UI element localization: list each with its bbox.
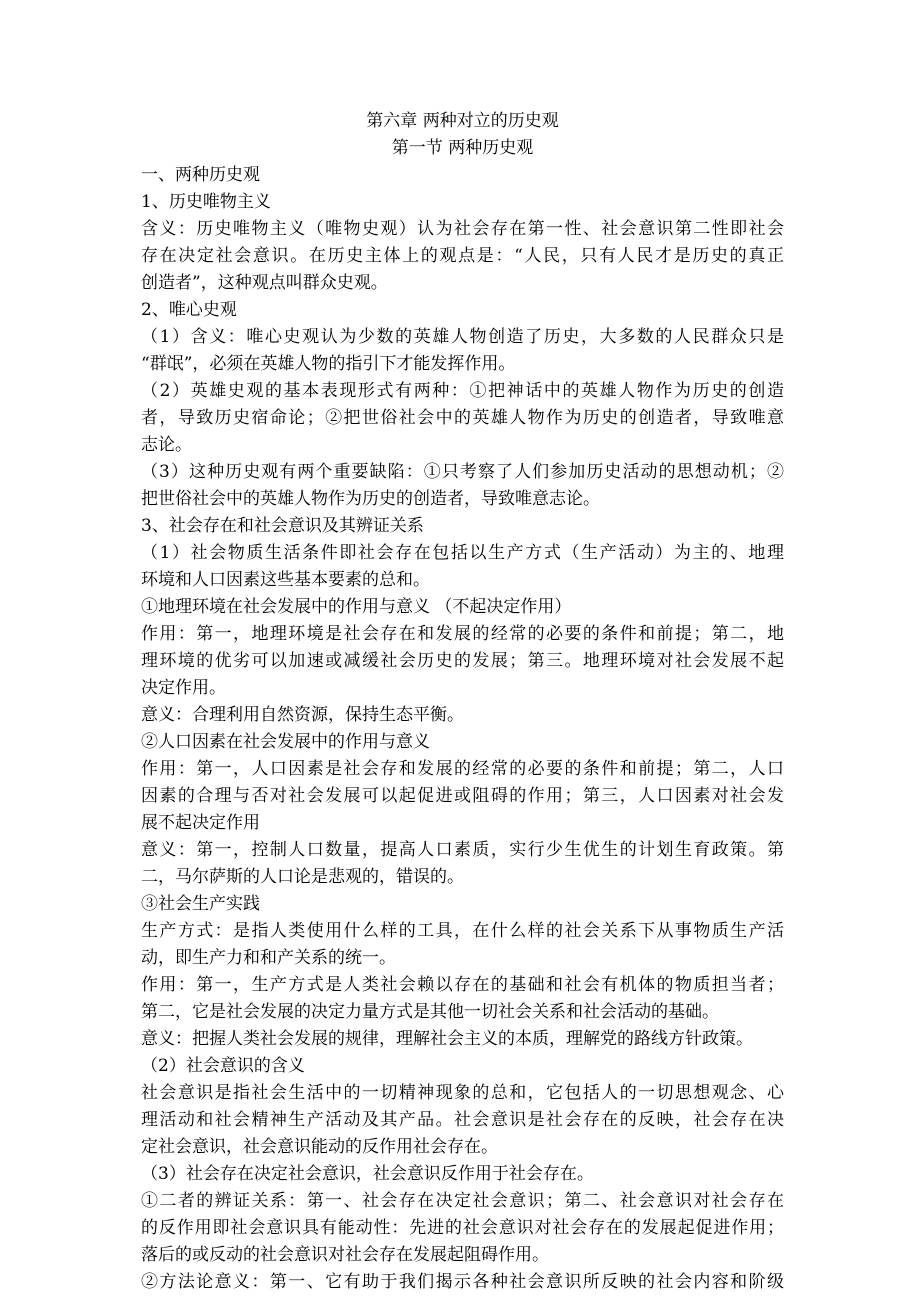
paragraph-line: 志论。 [141,435,192,455]
paragraph-line: 生产方式：是指人类使用什么样的工具，在什么样的社会关系下从事物质生产活 [141,921,784,941]
paragraph-line: 落后的或反动的社会意识对社会存在发展起阻碍作用。 [141,1245,549,1265]
paragraph-line: 二，马尔萨斯的人口论是悲观的，错误的。 [141,867,464,887]
subheading-geography: ①地理环境在社会发展中的作用与意义 （不起决定作用） [141,597,572,617]
heading-historical-materialism: 1、历史唯物主义 [141,192,271,212]
paragraph-line: ②方法论意义：第一、它有助于我们揭示各种社会意识所反映的社会内容和阶级 [141,1272,784,1292]
heading-idealist-view: 2、唯心史观 [141,300,237,320]
paragraph-line: 意义：合理利用自然资源，保持生态平衡。 [141,705,464,725]
subheading-population: ②人口因素在社会发展中的作用与意义 [141,732,430,752]
paragraph-line: （1）社会物质生活条件即社会存在包括以生产方式（生产活动）为主的、地理 [141,543,784,563]
paragraph-line: （1）含义：唯心史观认为少数的英雄人物创造了历史，大多数的人民群众只是 [141,327,784,347]
paragraph-line: 展不起决定作用 [141,813,260,833]
paragraph-line: 意义：把握人类社会发展的规律，理解社会主义的本质，理解党的路线方针政策。 [141,1029,753,1049]
paragraph-line: （2）英雄史观的基本表现形式有两种：①把神话中的英雄人物作为历史的创造 [141,381,784,401]
paragraph-line: 作用：第一，生产方式是人类社会赖以存在的基础和社会有机体的物质担当者； [141,975,784,995]
subheading-production-practice: ③社会生产实践 [141,894,260,914]
paragraph-line: 社会意识是指社会生活中的一切精神现象的总和，它包括人的一切思想观念、心 [141,1083,784,1103]
paragraph-line: 把世俗社会中的英雄人物作为历史的创造者，导致唯意志论。 [141,489,600,509]
paragraph-line: 定社会意识，社会意识能动的反作用社会存在。 [141,1137,498,1157]
paragraph-line: 理活动和社会精神生产活动及其产品。社会意识是社会存在的反映，社会存在决 [141,1110,784,1130]
paragraph-line: 存在决定社会意识。在历史主体上的观点是：“人民，只有人民才是历史的真正 [141,246,784,266]
heading-social-being-consciousness: 3、社会存在和社会意识及其辨证关系 [141,516,424,536]
paragraph-line: 因素的合理与否对社会发展可以起促进或阻碍的作用；第三，人口因素对社会发 [141,786,784,806]
paragraph-line: 含义：历史唯物主义（唯物史观）认为社会存在第一性、社会意识第二性即社会 [141,219,784,239]
paragraph-line: 理环境的优劣可以加速或减缓社会历史的发展；第三。地理环境对社会发展不起 [141,651,784,671]
chapter-title: 第六章 两种对立的历史观 [366,111,559,131]
section-title: 第一节 两种历史观 [391,138,534,158]
paragraph-line: （3）这种历史观有两个重要缺陷：①只考察了人们参加历史活动的思想动机；② [141,462,784,482]
paragraph-line: 环境和人口因素这些基本要素的总和。 [141,570,430,590]
subheading-determination: （3）社会存在决定社会意识，社会意识反作用于社会存在。 [141,1164,594,1184]
paragraph-line: 动，即生产力和和产关系的统一。 [141,948,396,968]
paragraph-line: 意义：第一，控制人口数量，提高人口素质，实行少生优生的计划生育政策。第 [141,840,784,860]
paragraph-line: ①二者的辨证关系：第一、社会存在决定社会意识；第二、社会意识对社会存在 [141,1191,784,1211]
paragraph-line: 创造者”，这种观点叫群众史观。 [141,273,388,293]
heading-two-views: 一、两种历史观 [141,165,260,185]
paragraph-line: 的反作用即社会意识具有能动性：先进的社会意识对社会存在的发展起促进作用； [141,1218,784,1238]
subheading-social-consciousness: （2）社会意识的含义 [141,1056,305,1076]
paragraph-line: 第二，它是社会发展的决定力量方式是其他一切社会关系和社会活动的基础。 [141,1002,719,1022]
paragraph-line: “群氓”，必须在英雄人物的指引下才能发挥作用。 [141,354,516,374]
paragraph-line: 作用：第一，地理环境是社会存在和发展的经常的必要的条件和前提；第二，地 [141,624,784,644]
paragraph-line: 决定作用。 [141,678,226,698]
document-page [141,108,784,1296]
paragraph-line: 者，导致历史宿命论；②把世俗社会中的英雄人物作为历史的创造者，导致唯意 [141,408,784,428]
paragraph-line: 作用：第一，人口因素是社会存和发展的经常的必要的条件和前提；第二，人口 [141,759,784,779]
